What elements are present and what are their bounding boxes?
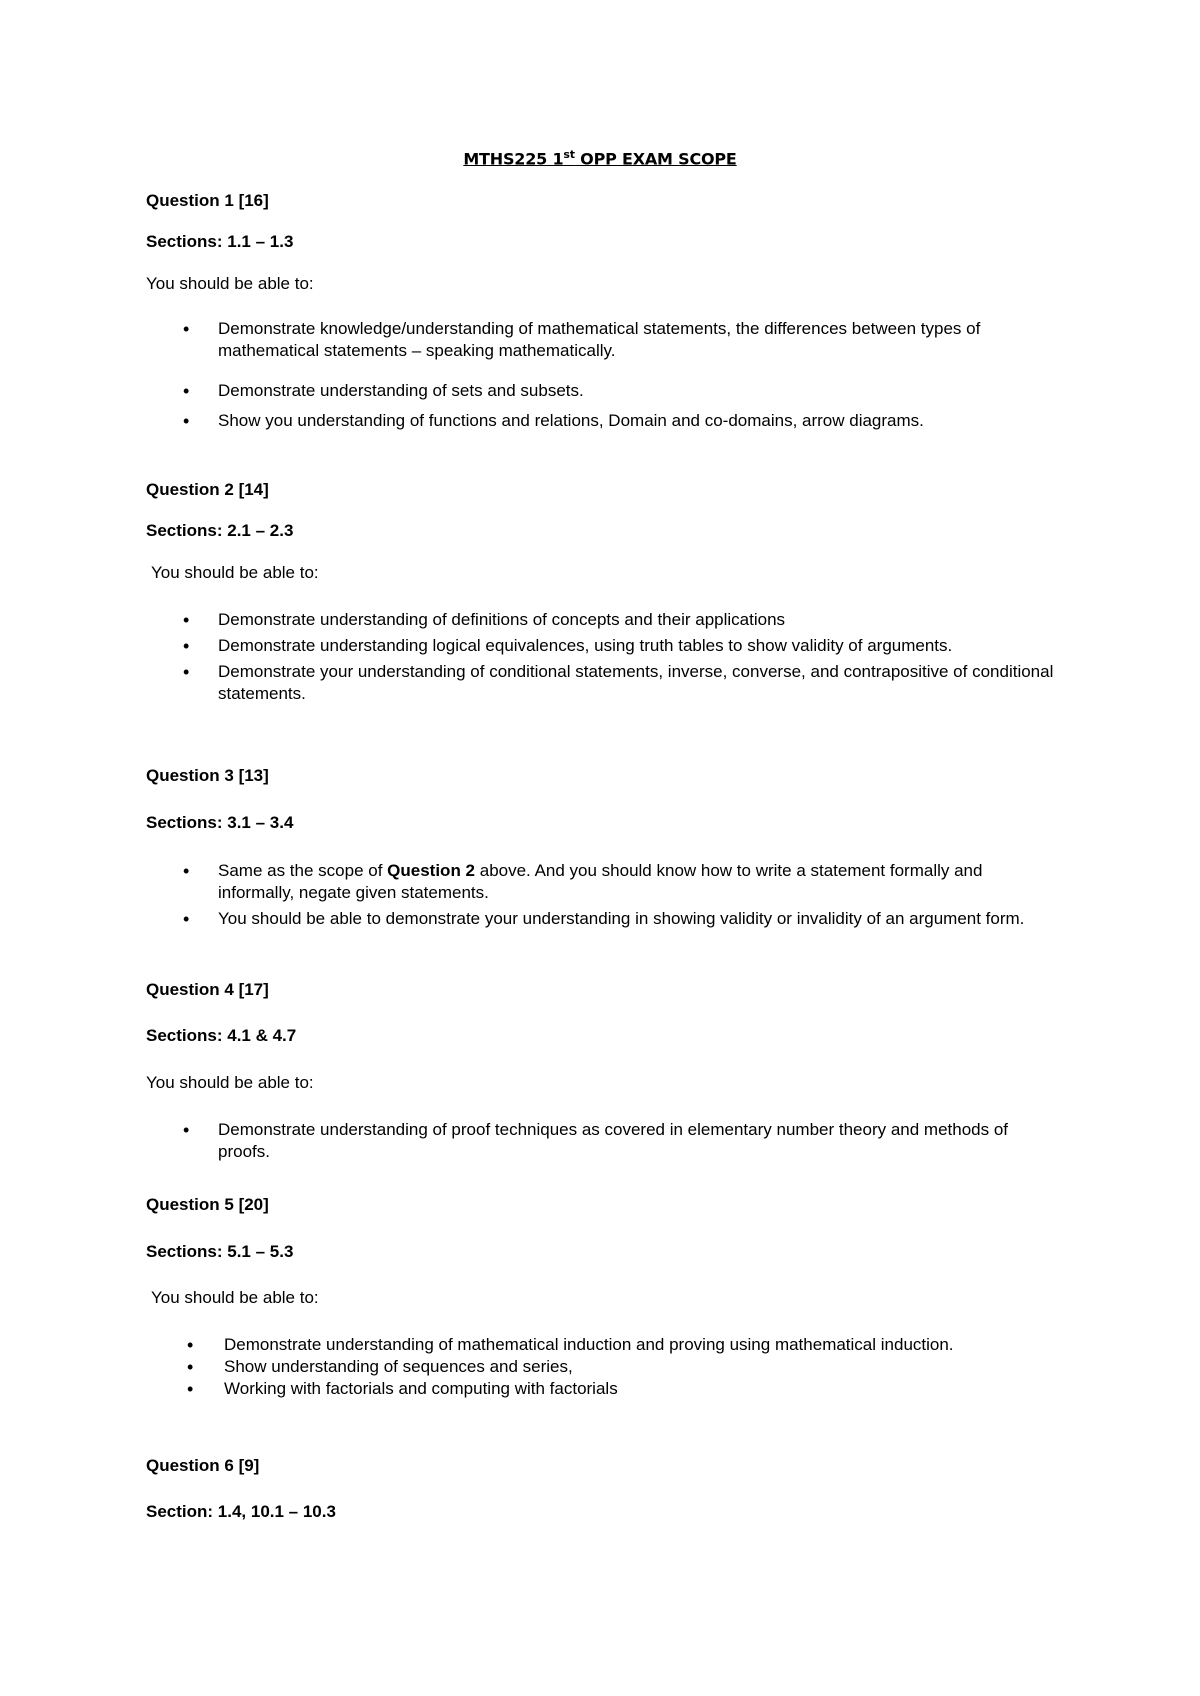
question-1-list [0, 318, 1058, 432]
list-item: • Demonstrate understanding logical equivalences, using truth tables to show validity of arguments. [0, 635, 1058, 657]
question-3-sections: Sections: 3.1 – 3.4 [146, 813, 294, 832]
question-4-intro: You should be able to: [146, 1073, 314, 1092]
question-4-list [0, 1119, 1058, 1163]
question-2-list [0, 609, 1058, 709]
document-title: MTHS225 1st OPP EXAM SCOPE [463, 148, 737, 169]
question-2-intro: You should be able to: [151, 563, 319, 582]
question-3-list [0, 860, 1058, 934]
question-5-sections: Sections: 5.1 – 5.3 [146, 1242, 294, 1261]
question-6-sections: Section: 1.4, 10.1 – 10.3 [146, 1502, 336, 1521]
list-item: • You should be able to demonstrate your understanding in showing validity or invalidity of an argument form. [0, 908, 1058, 930]
question-5-list [0, 1334, 1024, 1400]
question-2-sections: Sections: 2.1 – 2.3 [146, 521, 294, 540]
question-4-sections: Sections: 4.1 & 4.7 [146, 1026, 297, 1045]
question-4-heading: Question 4 [17] [146, 980, 269, 999]
question-3-heading: Question 3 [13] [146, 766, 269, 785]
list-item: • Demonstrate your understanding of conditional statements, inverse, converse, and contrapositive of conditional statements. [0, 661, 1058, 705]
list-item: • Show understanding of sequences and series, [0, 1356, 1024, 1378]
list-item: • Demonstrate knowledge/understanding of mathematical statements, the differences between types of mathematical statements – speaking mathematically. [0, 318, 1058, 362]
list-item: • Working with factorials and computing with factorials [0, 1378, 1024, 1400]
question-1-sections: Sections: 1.1 – 1.3 [146, 232, 294, 251]
question-6-heading: Question 6 [9] [146, 1456, 260, 1475]
question-5-intro: You should be able to: [151, 1288, 319, 1307]
list-item: • Demonstrate understanding of sets and subsets. [0, 380, 1058, 402]
list-item: • Demonstrate understanding of definitions of concepts and their applications [0, 609, 1058, 631]
question-5-heading: Question 5 [20] [146, 1195, 269, 1214]
question-1-intro: You should be able to: [146, 274, 314, 293]
list-item: • Demonstrate understanding of mathematical induction and proving using mathematical induction. [0, 1334, 1024, 1356]
question-1-heading: Question 1 [16] [146, 191, 269, 210]
list-item: • Same as the scope of Question 2 above. And you should know how to write a statement formally and informally, negate given statements. [0, 860, 1058, 904]
list-item: • Demonstrate understanding of proof techniques as covered in elementary number theory and methods of proofs. [0, 1119, 1058, 1163]
list-item: • Show you understanding of functions and relations, Domain and co-domains, arrow diagrams. [0, 410, 1058, 432]
question-2-heading: Question 2 [14] [146, 480, 269, 499]
